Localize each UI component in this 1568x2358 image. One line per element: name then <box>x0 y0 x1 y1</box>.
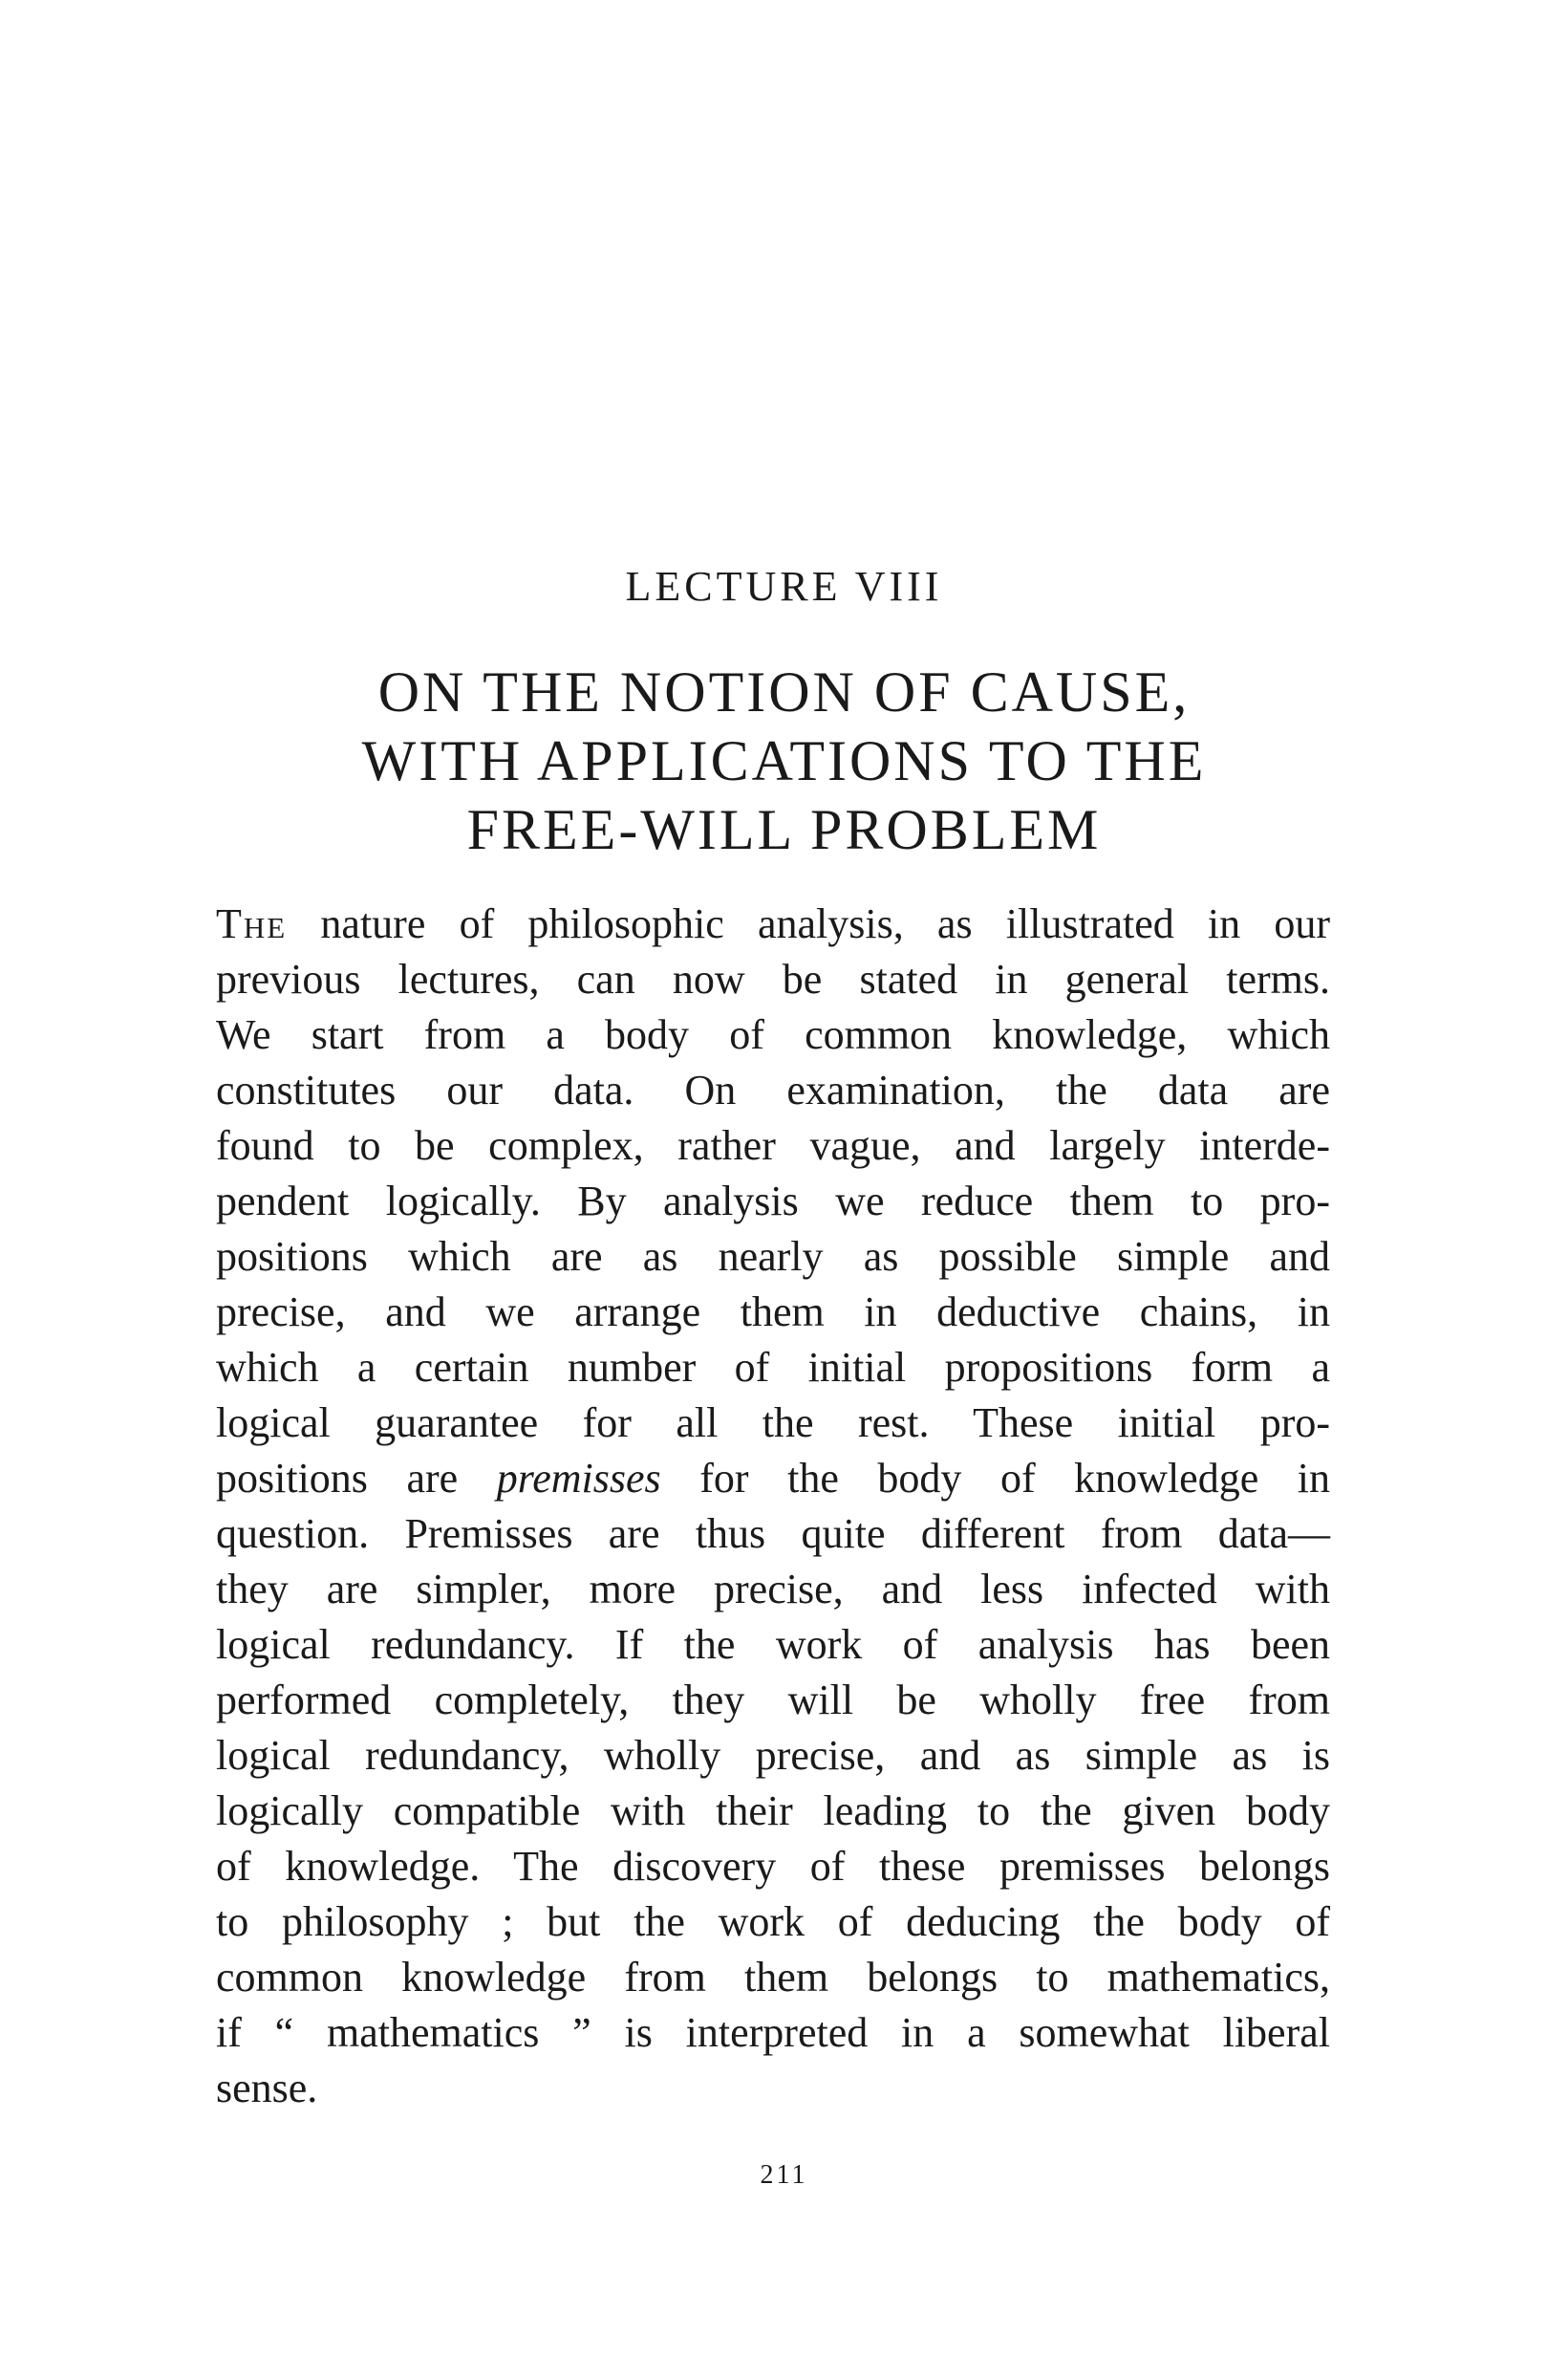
title-line: WITH APPLICATIONS TO THE <box>361 729 1207 792</box>
text-line: if “ mathematics ” is interpreted in a somewhat liberal <box>216 2009 1330 2056</box>
title-line: FREE-WILL PROBLEM <box>466 798 1102 861</box>
text-line: pendent logically. By analysis we reduce them to pro- <box>216 1178 1330 1224</box>
text-line: common knowledge from them belongs to mathematics, <box>216 1954 1330 2001</box>
text-line: previous lectures, can now be stated in general terms. <box>216 956 1330 1003</box>
title-line: ON THE NOTION OF CAUSE, <box>377 660 1191 724</box>
text-line: sense. <box>216 2065 318 2111</box>
text-line: positions are premisses for the body of knowledge in <box>216 1455 1331 1502</box>
text-line: found to be complex, rather vague, and largely interde- <box>216 1122 1330 1169</box>
text-line: logical redundancy, wholly precise, and as simple as is <box>216 1732 1330 1779</box>
body-paragraph <box>216 897 1330 2116</box>
text-line: question. Premisses are thus quite different from data— <box>216 1510 1330 1557</box>
text-line: logical redundancy. If the work of analysis has been <box>216 1621 1330 1668</box>
text-line: logically compatible with their leading to the given body <box>216 1787 1330 1834</box>
text-line: to philosophy ; but the work of deducing the body of <box>216 1898 1330 1945</box>
text-line: precise, and we arrange them in deductive chains, in <box>216 1288 1330 1335</box>
text-line: which a certain number of initial propositions form a <box>216 1344 1330 1391</box>
page-number: 211 <box>760 2160 808 2190</box>
italic-word: premisses <box>496 1455 661 1502</box>
opening-word: The <box>216 900 288 947</box>
text-line: positions which are as nearly as possible simple and <box>216 1233 1330 1280</box>
text-line: they are simpler, more precise, and less infected with <box>216 1566 1330 1612</box>
text-line: We start from a body of common knowledge, which <box>216 1011 1330 1058</box>
text-line: logical guarantee for all the rest. These initial pro- <box>216 1399 1330 1446</box>
lecture-number: LECTURE VIII <box>625 563 943 610</box>
text-line: of knowledge. The discovery of these premisses belongs <box>216 1843 1330 1890</box>
text-line: performed completely, they will be wholly free from <box>216 1677 1330 1723</box>
chapter-title <box>0 658 1568 864</box>
text-line: constitutes our data. On examination, the data are <box>216 1067 1330 1114</box>
text-line: The nature of philosophic analysis, as illustrated in our <box>216 900 1331 947</box>
